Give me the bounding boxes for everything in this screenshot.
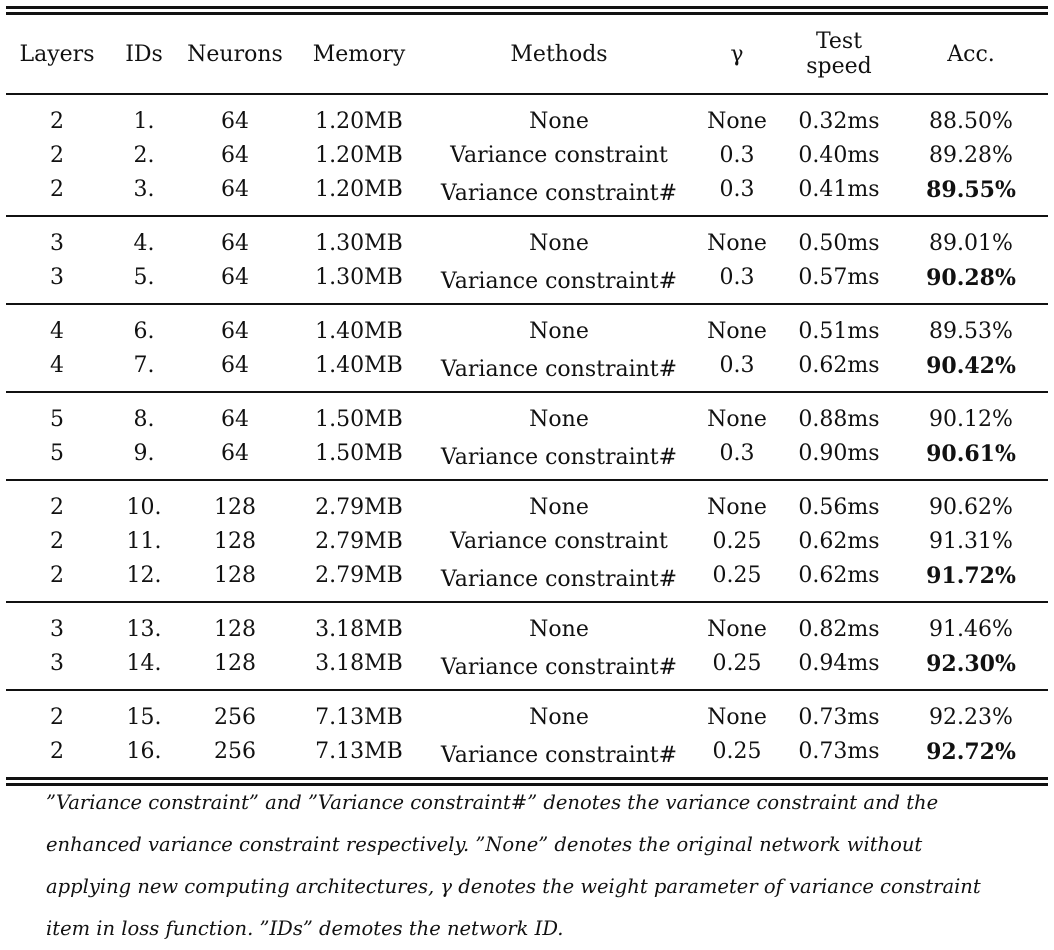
- header-memory: Memory: [312, 41, 406, 67]
- header-test-speed-line2: speed: [806, 54, 872, 79]
- table-row: [6, 216, 1048, 261]
- cell-layers: 2: [50, 563, 64, 588]
- cell-method: Variance constraint#: [440, 181, 678, 206]
- cell-test-speed: 0.40ms: [798, 143, 880, 168]
- cell-neurons: 64: [221, 177, 249, 202]
- cell-test-speed: 0.51ms: [798, 319, 880, 344]
- cell-gamma: 0.25: [712, 563, 762, 588]
- cell-method: Variance constraint: [450, 143, 668, 168]
- cell-test-speed: 0.82ms: [798, 617, 880, 642]
- cell-gamma: None: [707, 231, 767, 256]
- cell-memory: 2.79MB: [315, 529, 403, 554]
- cell-method: Variance constraint: [450, 529, 668, 554]
- cell-gamma: None: [707, 319, 767, 344]
- cell-neurons: 256: [214, 705, 256, 730]
- cell-acc: 91.46%: [929, 617, 1013, 642]
- cell-gamma: 0.3: [719, 143, 755, 168]
- table-row: [6, 392, 1048, 437]
- table-caption: [46, 782, 1036, 950]
- cell-test-speed: 0.32ms: [798, 109, 880, 134]
- cell-layers: 5: [50, 407, 64, 432]
- table-group: [6, 392, 1048, 480]
- cell-test-speed: 0.56ms: [798, 495, 880, 520]
- cell-gamma: None: [707, 407, 767, 432]
- table-row: [6, 480, 1048, 525]
- table-group: [6, 690, 1048, 777]
- table-row: [6, 261, 1048, 304]
- table-row: [6, 173, 1048, 216]
- cell-neurons: 64: [221, 143, 249, 168]
- cell-acc: 90.62%: [929, 495, 1013, 520]
- cell-layers: 2: [50, 529, 64, 554]
- cell-neurons: 64: [221, 353, 249, 378]
- cell-memory: 3.18MB: [315, 651, 403, 676]
- table-row: [6, 735, 1048, 777]
- cell-layers: 4: [50, 353, 64, 378]
- cell-neurons: 64: [221, 441, 249, 466]
- cell-neurons: 128: [214, 563, 256, 588]
- cell-memory: 1.50MB: [315, 407, 403, 432]
- cell-id: 1.: [133, 109, 155, 134]
- results-table: [6, 15, 1048, 777]
- cell-method: Variance constraint#: [440, 743, 678, 768]
- cell-method: None: [529, 231, 589, 256]
- table-row: [6, 602, 1048, 647]
- cell-layers: 2: [50, 705, 64, 730]
- table-row: [6, 304, 1048, 349]
- table-row: [6, 349, 1048, 392]
- header-row: [6, 15, 1048, 94]
- cell-neurons: 64: [221, 407, 249, 432]
- cell-id: 8.: [133, 407, 155, 432]
- cell-test-speed: 0.62ms: [798, 529, 880, 554]
- cell-neurons: 64: [221, 265, 249, 290]
- cell-gamma: 0.3: [719, 265, 755, 290]
- cell-memory: 1.20MB: [315, 109, 403, 134]
- cell-id: 4.: [133, 231, 155, 256]
- cell-memory: 1.50MB: [315, 441, 403, 466]
- cell-acc: 89.55%: [926, 177, 1016, 203]
- cell-method: None: [529, 705, 589, 730]
- top-double-rule: [6, 6, 1048, 15]
- cell-acc: 90.28%: [926, 265, 1016, 291]
- cell-method: Variance constraint#: [440, 357, 678, 382]
- header-acc: Acc.: [947, 41, 995, 67]
- cell-test-speed: 0.62ms: [798, 353, 880, 378]
- cell-method: None: [529, 319, 589, 344]
- cell-acc: 88.50%: [929, 109, 1013, 134]
- cell-layers: 2: [50, 109, 64, 134]
- cell-memory: 2.79MB: [315, 563, 403, 588]
- cell-test-speed: 0.73ms: [798, 705, 880, 730]
- cell-gamma: 0.3: [719, 177, 755, 202]
- cell-id: 13.: [126, 617, 162, 642]
- cell-method: None: [529, 495, 589, 520]
- cell-method: Variance constraint#: [440, 269, 678, 294]
- cell-test-speed: 0.88ms: [798, 407, 880, 432]
- cell-acc: 89.28%: [929, 143, 1013, 168]
- header-test-speed-line1: Test: [815, 29, 863, 54]
- cell-method: None: [529, 617, 589, 642]
- cell-id: 7.: [133, 353, 155, 378]
- cell-memory: 7.13MB: [315, 739, 403, 764]
- table-row: [6, 647, 1048, 690]
- cell-memory: 3.18MB: [315, 617, 403, 642]
- cell-neurons: 256: [214, 739, 256, 764]
- cell-test-speed: 0.90ms: [798, 441, 880, 466]
- table-row: [6, 139, 1048, 173]
- cell-acc: 90.61%: [926, 441, 1016, 467]
- cell-memory: 1.20MB: [315, 143, 403, 168]
- cell-memory: 2.79MB: [315, 495, 403, 520]
- table-row: [6, 559, 1048, 602]
- cell-acc: 92.72%: [926, 739, 1016, 765]
- cell-acc: 92.23%: [929, 705, 1013, 730]
- cell-method: Variance constraint#: [440, 655, 678, 680]
- header-methods: Methods: [510, 41, 608, 67]
- cell-gamma: 0.25: [712, 529, 762, 554]
- results-table-container: [6, 6, 1048, 786]
- cell-gamma: 0.25: [712, 651, 762, 676]
- cell-neurons: 128: [214, 495, 256, 520]
- caption-line: applying new computing architectures, γ denotes the weight parameter of variance constraint: [46, 875, 981, 898]
- header-test-speed: [784, 15, 894, 94]
- table-row: [6, 437, 1048, 480]
- table-row: [6, 525, 1048, 559]
- cell-test-speed: 0.41ms: [798, 177, 880, 202]
- cell-layers: 3: [50, 651, 64, 676]
- cell-layers: 3: [50, 231, 64, 256]
- cell-neurons: 128: [214, 617, 256, 642]
- cell-memory: 1.40MB: [315, 319, 403, 344]
- table-group: [6, 480, 1048, 602]
- cell-memory: 1.20MB: [315, 177, 403, 202]
- cell-layers: 5: [50, 441, 64, 466]
- cell-id: 14.: [126, 651, 162, 676]
- cell-method: Variance constraint#: [440, 445, 678, 470]
- cell-test-speed: 0.50ms: [798, 231, 880, 256]
- cell-test-speed: 0.62ms: [798, 563, 880, 588]
- header-gamma: γ: [730, 41, 744, 67]
- cell-method: None: [529, 407, 589, 432]
- cell-test-speed: 0.94ms: [798, 651, 880, 676]
- cell-test-speed: 0.73ms: [798, 739, 880, 764]
- header-neurons: Neurons: [187, 41, 283, 67]
- cell-neurons: 64: [221, 109, 249, 134]
- cell-acc: 90.42%: [926, 353, 1016, 379]
- cell-gamma: None: [707, 109, 767, 134]
- cell-neurons: 64: [221, 319, 249, 344]
- cell-gamma: 0.3: [719, 353, 755, 378]
- table-header: [6, 15, 1048, 94]
- cell-id: 16.: [126, 739, 162, 764]
- caption-line: ”Variance constraint” and ”Variance constraint#” denotes the variance constraint and the: [46, 791, 939, 814]
- cell-gamma: None: [707, 617, 767, 642]
- table-row: [6, 94, 1048, 139]
- table-group: [6, 304, 1048, 392]
- cell-acc: 89.01%: [929, 231, 1013, 256]
- table-row: [6, 690, 1048, 735]
- cell-acc: 89.53%: [929, 319, 1013, 344]
- cell-layers: 2: [50, 739, 64, 764]
- cell-acc: 92.30%: [926, 651, 1016, 677]
- caption-line: enhanced variance constraint respectively. ”None” denotes the original network without: [46, 833, 923, 856]
- cell-layers: 2: [50, 143, 64, 168]
- cell-layers: 3: [50, 617, 64, 642]
- cell-gamma: 0.25: [712, 739, 762, 764]
- cell-layers: 2: [50, 177, 64, 202]
- cell-acc: 91.72%: [926, 563, 1016, 589]
- header-ids: IDs: [125, 41, 163, 67]
- cell-id: 15.: [126, 705, 162, 730]
- header-layers: Layers: [19, 41, 95, 67]
- cell-acc: 90.12%: [929, 407, 1013, 432]
- cell-memory: 7.13MB: [315, 705, 403, 730]
- cell-id: 11.: [126, 529, 162, 554]
- cell-gamma: None: [707, 705, 767, 730]
- cell-id: 10.: [126, 495, 162, 520]
- caption-line: item in loss function. ”IDs” demotes the network ID.: [46, 917, 564, 940]
- cell-memory: 1.40MB: [315, 353, 403, 378]
- cell-layers: 2: [50, 495, 64, 520]
- cell-neurons: 64: [221, 231, 249, 256]
- table-group: [6, 216, 1048, 304]
- cell-id: 9.: [133, 441, 155, 466]
- table-group: [6, 94, 1048, 216]
- cell-id: 12.: [126, 563, 162, 588]
- cell-id: 2.: [133, 143, 155, 168]
- cell-id: 3.: [133, 177, 155, 202]
- cell-layers: 4: [50, 319, 64, 344]
- table-group: [6, 602, 1048, 690]
- cell-method: Variance constraint#: [440, 567, 678, 592]
- cell-id: 6.: [133, 319, 155, 344]
- cell-gamma: None: [707, 495, 767, 520]
- cell-acc: 91.31%: [929, 529, 1013, 554]
- cell-test-speed: 0.57ms: [798, 265, 880, 290]
- cell-layers: 3: [50, 265, 64, 290]
- cell-gamma: 0.3: [719, 441, 755, 466]
- cell-id: 5.: [133, 265, 155, 290]
- cell-neurons: 128: [214, 529, 256, 554]
- cell-memory: 1.30MB: [315, 231, 403, 256]
- cell-method: None: [529, 109, 589, 134]
- cell-memory: 1.30MB: [315, 265, 403, 290]
- cell-neurons: 128: [214, 651, 256, 676]
